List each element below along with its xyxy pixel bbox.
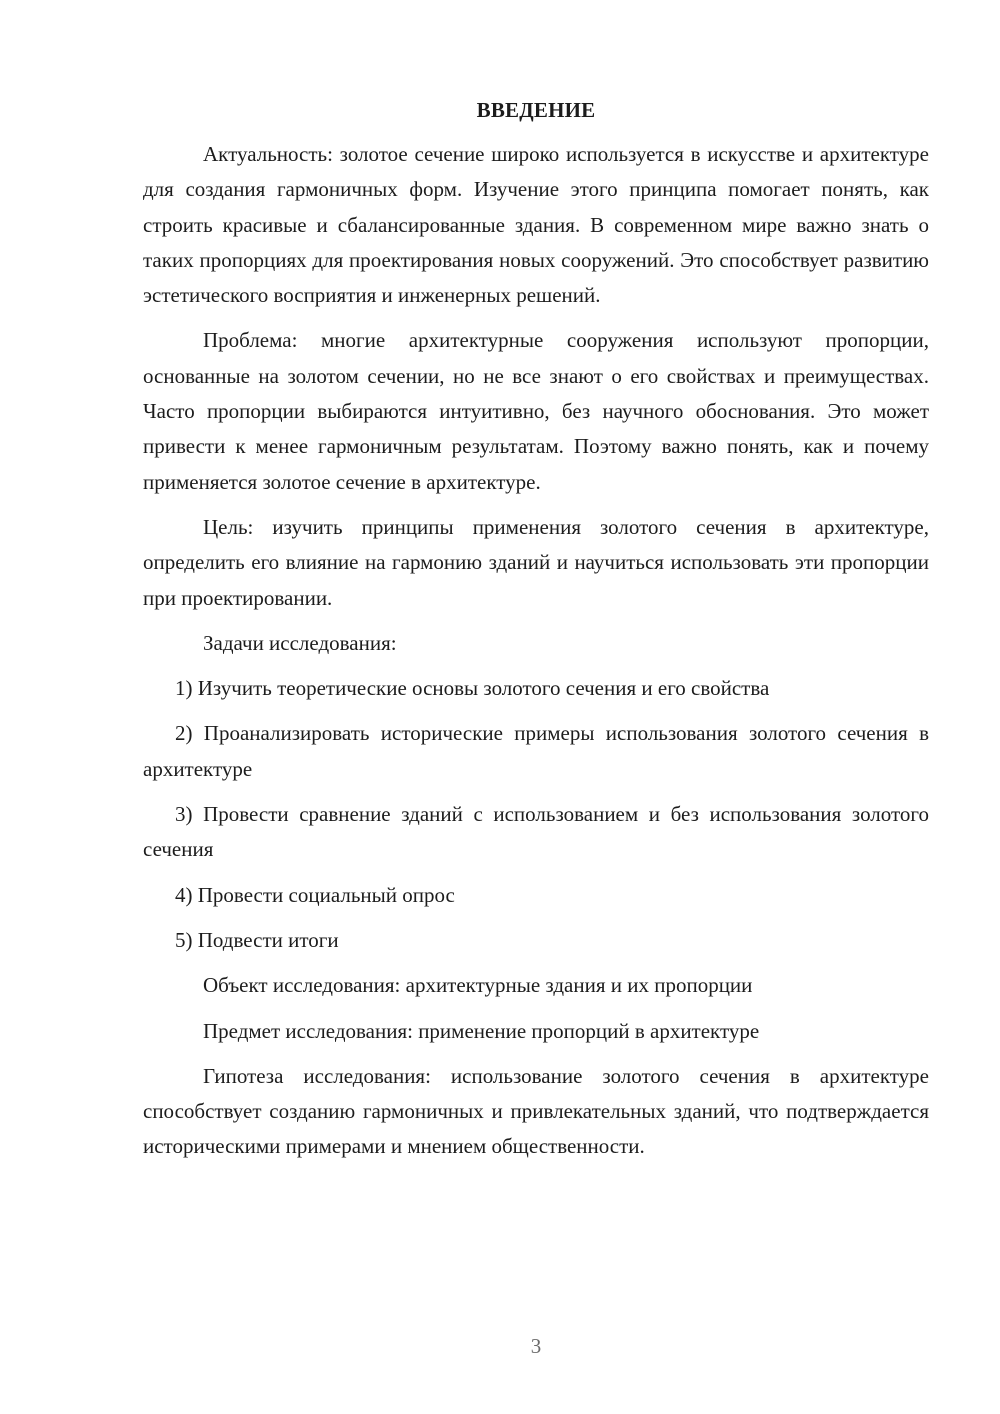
- page-content: [143, 94, 929, 1175]
- task-item: 1) Изучить теоретические основы золотого сечения и его свойства: [175, 676, 770, 701]
- task-item: 2) Проанализировать исторические примеры использования золотого сечения в архитектуре: [143, 721, 929, 781]
- object-paragraph: Объект исследования: архитектурные здания и их пропорции: [203, 973, 753, 998]
- page-title: ВВЕДЕНИЕ: [476, 98, 596, 122]
- task-item: 5) Подвести итоги: [175, 927, 339, 952]
- problem-paragraph: Проблема: многие архитектурные сооружения используют пропорции, основанные на золотом сечении, но не все знают о его свойствах и преимуществах. Часто пропорции выбираются интуитивно, без научного обоснования. Это может привести к менее гармоничным результатам. Поэтому важно понять, как и почему применяется золотое сечение в архитектуре.: [143, 328, 929, 494]
- hypothesis-paragraph: Гипотеза исследования: использование золотого сечения в архитектуре способствует созданию гармоничных и привлекательных зданий, что подтверждается историческими примерами и мнением общественности.: [143, 1063, 929, 1159]
- task-item: 4) Провести социальный опрос: [175, 882, 455, 907]
- relevance-paragraph: Актуальность: золотое сечение широко используется в искусстве и архитектуре для создания гармоничных форм. Изучение этого принципа помогает понять, как строить красивые и сбалансированные здания. В современном мире важно знать о таких пропорциях для проектирования новых сооружений. Это способствует развитию эстетического восприятия и инженерных решений.: [143, 142, 929, 308]
- subject-paragraph: Предмет исследования: применение пропорций в архитектуре: [203, 1018, 760, 1043]
- tasks-heading: Задачи исследования:: [203, 630, 397, 655]
- page-number: 3: [530, 1334, 542, 1358]
- goal-paragraph: Цель: изучить принципы применения золотого сечения в архитектуре, определить его влияние на гармонию зданий и научиться использовать эти пропорции при проектировании.: [143, 514, 929, 610]
- task-item: 3) Провести сравнение зданий с использованием и без использования золотого сечения: [143, 802, 929, 862]
